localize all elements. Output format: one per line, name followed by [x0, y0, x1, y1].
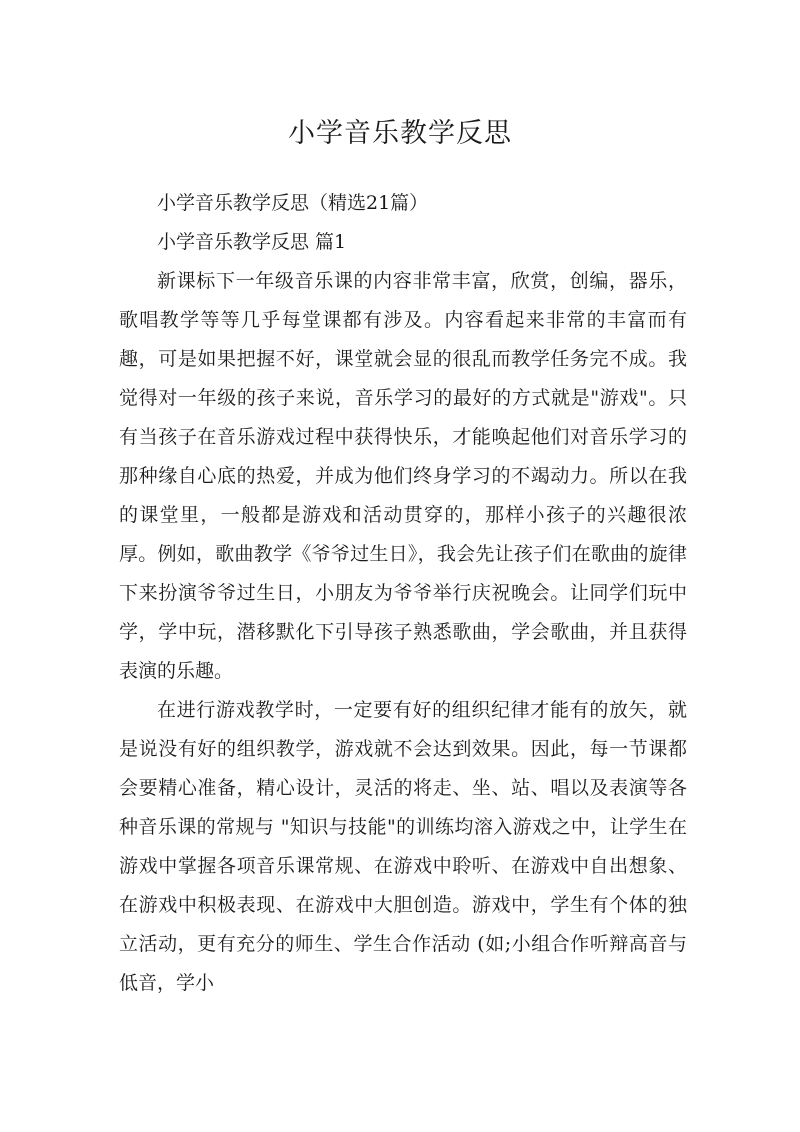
- document-subtitle: 小学音乐教学反思（精选21篇）: [157, 192, 429, 214]
- paragraph-2: 在进行游戏教学时，一定要有好的组织纪律才能有的放矢，就是说没有好的组织教学，游戏就不会达到效果。因此，每一节课都会要精心准备，精心设计，灵活的将走、坐、站、唱以及表演等各种音乐课的常规与 "知识与技能"的训练均溶入游戏之中，让学生在游戏中掌握各项音乐课常规、在游戏中聆听、在游戏中自出想象、在游戏中积极表现、在游戏中大胆创造。游戏中，学生有个体的独立活动，更有充分的师生、学生合作活动 (如;小组合作听辩高音与低音，学小: [119, 699, 687, 994]
- document-body: [119, 184, 687, 1003]
- document-title: 小学音乐教学反思: [288, 118, 512, 150]
- paragraph-1: 新课标下一年级音乐课的内容非常丰富，欣赏，创编，器乐，歌唱教学等等几乎每堂课都有涉及。内容看起来非常的丰富而有趣，可是如果把握不好，课堂就会显的很乱而教学任务完不成。我觉得对一年级的孩子来说，音乐学习的最好的方式就是"游戏"。只有当孩子在音乐游戏过程中获得快乐，才能唤起他们对音乐学习的那种缘自心底的热爱，并成为他们终身学习的不竭动力。所以在我的课堂里，一般都是游戏和活动贯穿的，那样小孩子的兴趣很浓厚。例如，歌曲教学《爷爷过生日》，我会先让孩子们在歌曲的旋律下来扮演爷爷过生日，小朋友为爷爷举行庆祝晚会。让同学们玩中学，学中玩，潜移默化下引导孩子熟悉歌曲，学会歌曲，并且获得表演的乐趣。: [119, 270, 687, 682]
- section-heading: 小学音乐教学反思 篇1: [157, 231, 347, 253]
